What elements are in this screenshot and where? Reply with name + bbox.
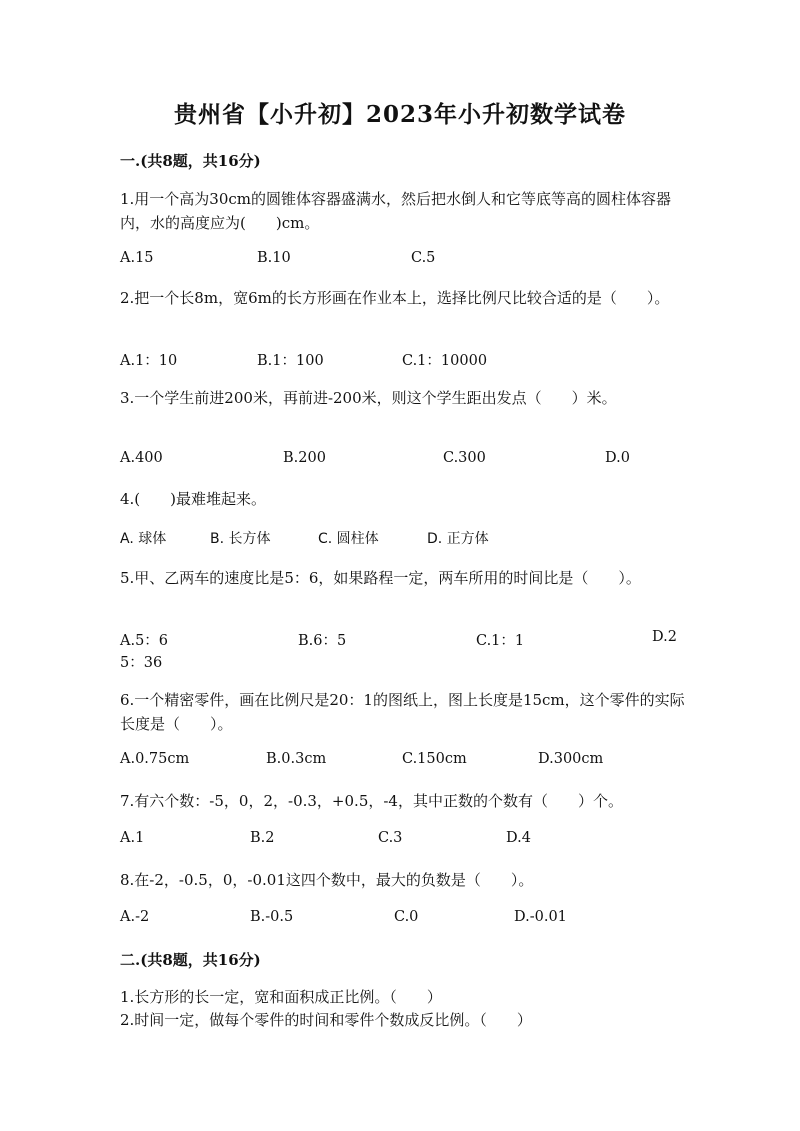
option-a[interactable]: A.1 — [120, 830, 145, 846]
statement-1: 1.长方形的长一定，宽和面积成正比例。（ ） — [120, 988, 442, 1006]
option-d-continuation: 5：36 — [120, 655, 163, 671]
question-8-options — [120, 909, 690, 933]
option-b[interactable]: B. 长方体 — [210, 531, 271, 547]
section-2-heading: 二.(共8题，共16分) — [120, 951, 261, 969]
option-a[interactable]: A.1：10 — [120, 353, 178, 369]
exam-title: 贵州省【小升初】2023年小升初数学试卷 — [173, 101, 626, 128]
question-7: 7.有六个数：-5，0，2，-0.3，+0.5，-4，其中正数的个数有（ ）个。 — [120, 792, 623, 810]
question-1: 1.用一个高为30cm的圆锥体容器盛满水，然后把水倒人和它等底等高的圆柱体容器内，水的高度应为( )cm。 — [120, 190, 672, 232]
option-b[interactable]: B.0.3cm — [266, 751, 327, 767]
option-d[interactable]: D.4 — [506, 830, 531, 846]
question-4-options — [120, 528, 690, 552]
option-a[interactable]: A.400 — [120, 450, 163, 466]
option-a[interactable]: A. 球体 — [120, 531, 167, 547]
question-3: 3.一个学生前进200米，再前进-200米，则这个学生距出发点（ ）米。 — [120, 389, 617, 407]
question-6: 6.一个精密零件，画在比例尺是20：1的图纸上，图上长度是15cm，这个零件的实际长度是（ ）。 — [120, 691, 685, 733]
statement-2: 2.时间一定，做每个零件的时间和零件个数成反比例。（ ） — [120, 1011, 532, 1029]
option-a[interactable]: A.5：6 — [120, 633, 169, 649]
option-c[interactable]: C.3 — [378, 830, 403, 846]
option-a[interactable]: A.15 — [120, 250, 154, 266]
option-c[interactable]: C.1：10000 — [402, 353, 488, 369]
option-b[interactable]: B.1：100 — [257, 353, 324, 369]
option-c[interactable]: C.1：1 — [476, 633, 525, 649]
question-2-options — [120, 349, 690, 373]
option-d[interactable]: D.-0.01 — [514, 909, 567, 925]
option-b[interactable]: B.2 — [250, 830, 275, 846]
option-b[interactable]: B.10 — [257, 250, 291, 266]
option-c[interactable]: C.150cm — [402, 751, 467, 767]
question-5: 5.甲、乙两车的速度比是5：6，如果路程一定，两车所用的时间比是（ ）。 — [120, 569, 641, 587]
option-c[interactable]: C.300 — [443, 450, 486, 466]
question-3-options — [120, 450, 690, 474]
option-a[interactable]: A.0.75cm — [120, 751, 190, 767]
question-1-options — [120, 250, 690, 274]
option-c[interactable]: C.5 — [411, 250, 436, 266]
option-c[interactable]: C. 圆柱体 — [318, 531, 379, 547]
question-6-options — [120, 751, 690, 775]
option-c[interactable]: C.0 — [394, 909, 419, 925]
question-2: 2.把一个长8m，宽6m的长方形画在作业本上，选择比例尺比较合适的是（ ）。 — [120, 289, 670, 307]
question-7-options — [120, 830, 690, 854]
option-a[interactable]: A.-2 — [120, 909, 150, 925]
option-b[interactable]: B.200 — [283, 450, 326, 466]
question-4: 4.( )最难堆起来。 — [120, 490, 267, 508]
question-5-options — [120, 629, 690, 653]
option-d[interactable]: D.0 — [605, 450, 630, 466]
option-b[interactable]: B.6：5 — [298, 633, 347, 649]
option-d[interactable]: D. 正方体 — [427, 531, 489, 547]
option-d[interactable]: D.2 — [652, 629, 677, 645]
option-b[interactable]: B.-0.5 — [250, 909, 294, 925]
option-d[interactable]: D.300cm — [538, 751, 604, 767]
section-1-heading: 一.(共8题，共16分) — [120, 152, 261, 170]
question-8: 8.在-2，-0.5，0，-0.01这四个数中，最大的负数是（ ）。 — [120, 871, 534, 889]
